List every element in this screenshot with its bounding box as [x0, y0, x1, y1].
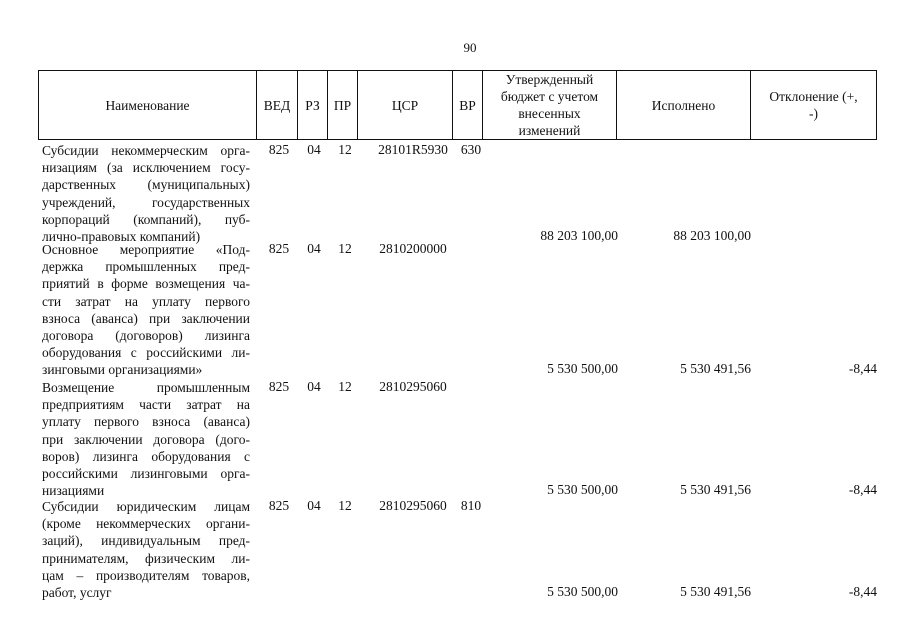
row-name-line: сти затрат на уплату первого [42, 293, 250, 309]
cell-ved: 825 [268, 379, 290, 394]
cell-rz: 04 [307, 379, 321, 394]
cell-deviation: -8,44 [848, 584, 877, 599]
row-name-line: низациями [42, 483, 105, 499]
cell-ved: 825 [268, 241, 290, 256]
cell-deviation: -8,44 [848, 361, 877, 377]
header-vr: ВР [453, 71, 483, 140]
cell-executed: 5 530 491,56 [680, 361, 751, 377]
row-name-line: принимателям, физическим ли- [42, 550, 250, 566]
cell-executed: 5 530 491,56 [680, 584, 751, 599]
row-name-line: при заключении договора (дого- [42, 431, 250, 447]
row-name-line: воров) лизинга оборудования с [42, 448, 250, 464]
row-name-line: российскими лизинговыми орга- [42, 465, 250, 481]
header-rz: РЗ [298, 71, 328, 140]
cell-pr: 12 [338, 379, 352, 394]
row-name-line: корпораций (компаний), пуб- [42, 211, 250, 227]
cell-rz: 04 [307, 498, 321, 513]
header-approved: Утвержденный бюджет с учетом внесенных изменений [483, 71, 617, 140]
cell-approved: 5 530 500,00 [547, 584, 618, 599]
row-name-line: дарственных (муниципальных) [42, 177, 250, 193]
row-name-line: договора (договоров) лизинга [42, 327, 250, 343]
row-name-line: держка промышленных пред- [42, 259, 250, 275]
row-name-line: оборудования с российскими ли- [42, 345, 250, 361]
cell-approved: 5 530 500,00 [547, 482, 618, 498]
header-executed: Исполнено [617, 71, 751, 140]
row-name-line: взноса (аванса) при заключении [42, 310, 250, 326]
cell-rz: 04 [307, 241, 321, 256]
cell-csr: 2810200000 [379, 241, 447, 256]
budget-table-header [38, 70, 877, 140]
cell-ved: 825 [268, 498, 290, 513]
cell-pr: 12 [338, 142, 352, 157]
row-name-line: низациям (за исключением госу- [42, 160, 250, 176]
row-name-line: заций), индивидуальным пред- [42, 533, 250, 549]
header-name: Наименование [39, 71, 257, 140]
row-name [42, 379, 250, 499]
cell-vr: 810 [460, 498, 482, 513]
row-name-line: зинговыми организациями» [42, 362, 203, 378]
row-name-line: работ, услуг [42, 584, 112, 600]
cell-approved: 5 530 500,00 [547, 361, 618, 377]
row-name [42, 241, 250, 379]
cell-ved: 825 [268, 142, 290, 157]
page-number: 90 [463, 40, 477, 55]
cell-vr: 630 [460, 142, 482, 157]
cell-executed: 88 203 100,00 [673, 228, 751, 243]
row-name [42, 142, 250, 245]
row-name-line: лично-правовых компаний) [42, 228, 201, 244]
cell-deviation: -8,44 [848, 482, 877, 498]
row-name-line: Субсидии юридическим лицам [42, 499, 250, 514]
header-deviation: Отклонение (+, -) [751, 71, 877, 140]
header-pr: ПР [328, 71, 358, 140]
cell-csr: 2810295060 [379, 379, 447, 394]
cell-approved: 88 203 100,00 [540, 228, 618, 243]
header-ved: ВЕД [257, 71, 298, 140]
row-name-line: предприятиям части затрат на [42, 397, 250, 413]
cell-pr: 12 [338, 498, 352, 513]
row-name-line: уплату первого взноса (аванса) [42, 414, 250, 430]
row-name-line: Возмещение промышленным [42, 380, 250, 395]
row-name [42, 498, 250, 601]
row-name-line: (кроме некоммерческих органи- [42, 516, 250, 532]
row-name-line: цам – производителям товаров, [42, 567, 250, 583]
cell-executed: 5 530 491,56 [680, 482, 751, 498]
header-csr: ЦСР [358, 71, 453, 140]
row-name-line: приятий в форме возмещения ча- [42, 276, 250, 292]
cell-rz: 04 [307, 142, 321, 157]
cell-pr: 12 [338, 241, 352, 256]
cell-csr: 2810295060 [379, 498, 447, 513]
row-name-line: Субсидии некоммерческим орга- [42, 143, 250, 158]
row-name-line: Основное мероприятие «Под- [42, 242, 250, 257]
row-name-line: учреждений, государственных [42, 194, 250, 210]
cell-csr: 28101R5930 [378, 142, 448, 157]
